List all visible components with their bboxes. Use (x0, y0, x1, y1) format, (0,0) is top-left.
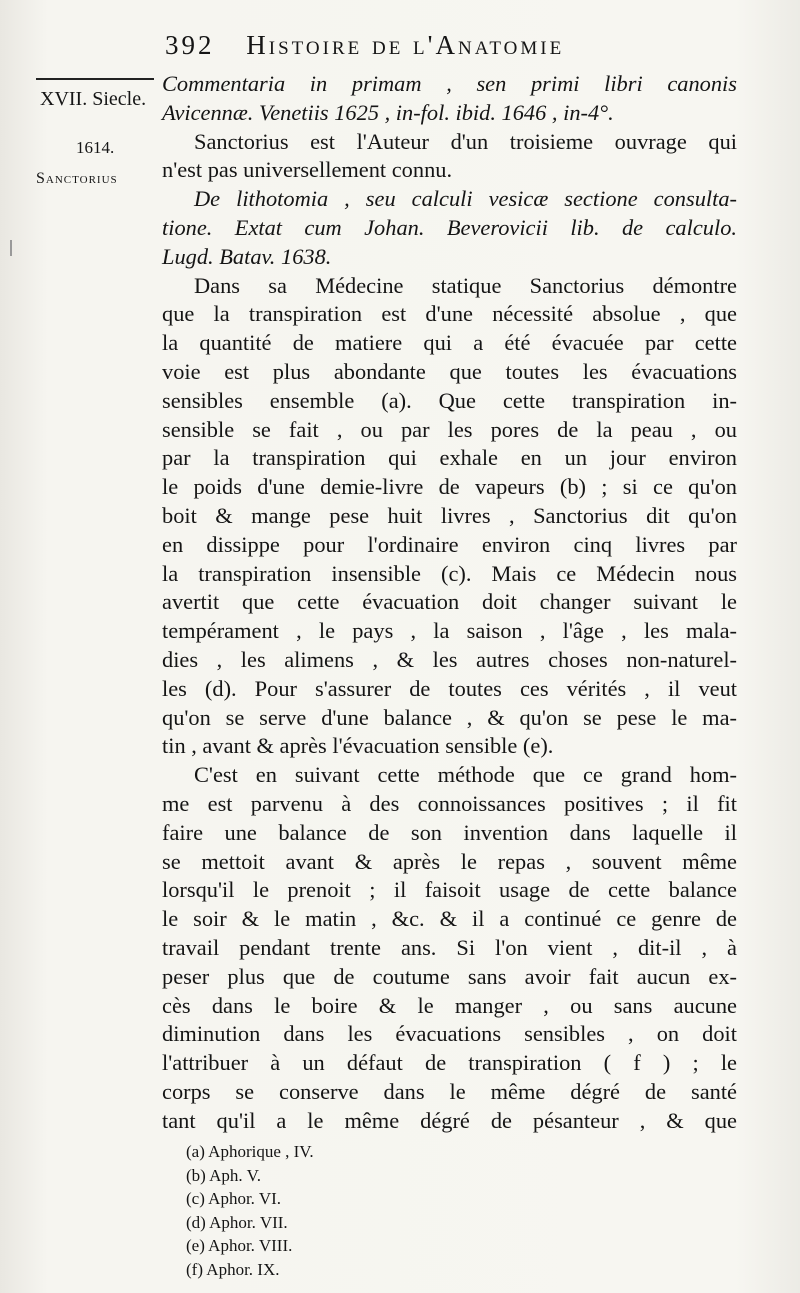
text-line: voie est plus abondante que toutes les évacuations (162, 358, 737, 384)
text-line: l'attribuer à un défaut de transpiration ( f ) ; le (162, 1050, 737, 1076)
text-line: tant qu'il a le même dégré de pésanteur , & que (162, 1107, 737, 1133)
text-line: Dans sa Médecine statique Sanctorius démontre (194, 272, 737, 298)
text-line: lorsqu'il le prenoit ; il faisoit usage de cette balance (162, 877, 737, 903)
page-title: Histoire de l'Anatomie (246, 30, 565, 60)
page-mark (10, 240, 12, 256)
text-line: boit & mange pese huit livres , Sanctorius dit qu'on (162, 502, 737, 528)
footnote: (a) Aphorique , IV. (186, 1142, 314, 1161)
text-line: sensible se fait , ou par les pores de la peau , ou (162, 416, 737, 442)
text-line: Lugd. Batav. 1638. (162, 243, 332, 269)
text-line: les (d). Pour s'assurer de toutes ces vérités , il veut (162, 675, 737, 701)
text-line: que la transpiration est d'une nécessité absolue , que (162, 301, 737, 327)
text-line: faire une balance de son invention dans laquelle il (162, 819, 737, 845)
footnote: (e) Aphor. VIII. (186, 1236, 293, 1255)
text-line: peser plus que de coutume sans avoir fait aucun ex- (162, 963, 737, 989)
text-line: corps se conserve dans le même dégré de santé (162, 1078, 737, 1104)
text-line: me est parvenu à des connoissances positives ; il fit (162, 790, 737, 816)
text-line: C'est en suivant cette méthode que ce grand hom- (194, 762, 737, 788)
footnote: (f) Aphor. IX. (186, 1259, 280, 1279)
text-line: tempérament , le pays , la saison , l'âge , les mala- (162, 618, 737, 644)
text-line: diminution dans les évacuations sensibles , on doit (162, 1021, 737, 1047)
text-line: De lithotomia , seu calculi vesicæ sectione consulta- (194, 186, 737, 212)
text-line: par la transpiration qui exhale en un jour environ (162, 445, 737, 471)
margin-rule (36, 78, 154, 80)
margin-author: Sanctorius (36, 170, 118, 187)
text-line: le poids d'une demie-livre de vapeurs (b) ; si ce qu'on (162, 474, 737, 500)
margin-year: 1614. (76, 138, 115, 157)
running-header (165, 30, 785, 70)
text-line: se mettoit avant & après le repas , souvent même (162, 848, 737, 874)
text-line: n'est pas universellement connu. (162, 157, 453, 183)
text-line: Sanctorius est l'Auteur d'un troisieme ouvrage qui (194, 128, 737, 154)
text-line: en dissippe pour l'ordinaire environ cinq livres par (162, 531, 737, 557)
text-line: la quantité de matiere qui a été évacuée par cette (162, 330, 737, 356)
footnote: (d) Aphor. VII. (186, 1212, 288, 1232)
text-line: tione. Extat cum Johan. Beverovicii lib. de calculo. (162, 214, 737, 240)
text-line: sensibles ensemble (a). Que cette transpiration in- (162, 387, 737, 413)
text-line: Commentaria in primam , sen primi libri canonis (162, 71, 737, 96)
text-line: avertit que cette évacuation doit changer suivant le (162, 589, 737, 615)
margin-century: XVII. Siecle. (40, 88, 147, 110)
text-line: qu'on se serve d'une balance , & qu'on se pese le ma- (162, 704, 737, 730)
text-line: dies , les alimens , & les autres choses non-naturel- (162, 646, 737, 672)
text-line: tin , avant & après l'évacuation sensible (e). (162, 733, 554, 759)
text-line: Avicennæ. Venetiis 1625 , in-fol. ibid. 1646 , in-4°. (162, 99, 614, 125)
body-text (162, 70, 737, 1135)
text-line: le soir & le matin , &c. & il a continué ce genre de (162, 906, 737, 932)
footnote: (b) Aph. V. (186, 1165, 261, 1185)
footnotes (186, 1140, 586, 1281)
page-number: 392 (165, 30, 215, 60)
text-line: travail pendant trente ans. Si l'on vient , dit-il , à (162, 934, 737, 960)
text-line: la transpiration insensible (c). Mais ce Médecin nous (162, 560, 737, 586)
footnote: (c) Aphor. VI. (186, 1189, 282, 1208)
text-line: cès dans le boire & le manger , ou sans aucune (162, 992, 737, 1018)
